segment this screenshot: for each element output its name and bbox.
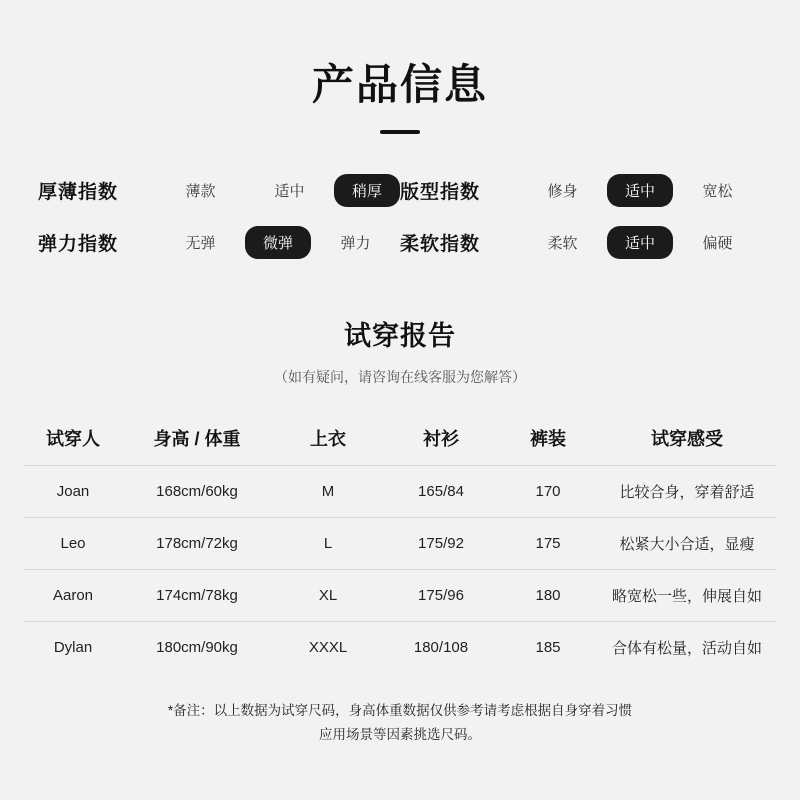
cell-person: Dylan [24,622,122,674]
cell-height-weight: 178cm/72kg [122,518,272,570]
table-row [24,570,776,622]
index-option-medium[interactable]: 适中 [274,182,305,200]
index-group-elasticity [38,226,400,259]
cell-height-weight: 174cm/78kg [122,570,272,622]
cell-shirt: 180/108 [384,622,498,674]
index-options-elasticity [156,226,400,259]
index-option-slim[interactable]: 修身 [547,182,578,200]
index-options-softness [518,226,762,259]
index-label-softness: 柔软指数 [400,233,481,255]
cell-pants: 185 [498,622,598,674]
index-option-firm[interactable]: 偏硬 [702,234,733,252]
footnote-line-2: 应用场景等因素挑选尺码。 [319,727,481,742]
cell-top: XXXL [272,622,384,674]
index-block [0,164,800,268]
page-title: 产品信息 [311,61,488,108]
index-row-1 [38,164,762,216]
index-option-loose[interactable]: 宽松 [702,182,733,200]
cell-shirt: 175/92 [384,518,498,570]
cell-pants: 175 [498,518,598,570]
index-options-thickness [156,174,400,207]
index-option-soft[interactable]: 柔软 [547,234,578,252]
cell-person: Leo [24,518,122,570]
column-header-top: 上衣 [310,429,346,449]
cell-pants: 170 [498,466,598,518]
index-option-regular[interactable]: 适中 [607,174,673,207]
index-option-thin[interactable]: 薄款 [185,182,216,200]
index-option-slight-stretch[interactable]: 微弹 [245,226,311,259]
cell-top: M [272,466,384,518]
column-header-feel: 试穿感受 [651,429,723,449]
fit-report-subtitle: （如有疑问，请咨询在线客服为您解答） [274,369,526,385]
cell-person: Aaron [24,570,122,622]
index-group-softness [400,226,762,259]
column-header-person: 试穿人 [46,429,100,449]
cell-top: XL [272,570,384,622]
index-options-fit [518,174,762,207]
table-row [24,466,776,518]
cell-pants: 180 [498,570,598,622]
table-header-row [24,413,776,466]
fit-report-table [24,413,776,673]
cell-shirt: 175/96 [384,570,498,622]
index-option-no-stretch[interactable]: 无弹 [185,234,216,252]
cell-feel: 松紧大小合适，显瘦 [598,518,776,570]
column-header-height-weight: 身高 / 体重 [153,429,241,449]
column-header-shirt: 衬衫 [423,429,459,449]
cell-height-weight: 180cm/90kg [122,622,272,674]
footnote [80,699,720,747]
cell-shirt: 165/84 [384,466,498,518]
index-label-fit: 版型指数 [400,181,481,203]
fit-report-title: 试穿报告 [344,321,456,351]
index-group-fit [400,174,762,207]
cell-feel: 比较合身，穿着舒适 [598,466,776,518]
index-row-2 [38,216,762,268]
index-group-thickness [38,174,400,207]
footnote-line-1: *备注：以上数据为试穿尺码，身高体重数据仅供参考请考虑根据自身穿着习惯 [167,703,633,718]
index-option-stretch[interactable]: 弹力 [340,234,371,252]
index-option-thick[interactable]: 稍厚 [334,174,400,207]
title-divider [380,130,420,134]
cell-feel: 略宽松一些，伸展自如 [598,570,776,622]
cell-person: Joan [24,466,122,518]
cell-feel: 合体有松量，活动自如 [598,622,776,674]
cell-height-weight: 168cm/60kg [122,466,272,518]
column-header-pants: 裤装 [530,429,566,449]
index-option-medium-soft[interactable]: 适中 [607,226,673,259]
cell-top: L [272,518,384,570]
index-label-thickness: 厚薄指数 [38,181,119,203]
table-row [24,518,776,570]
table-row [24,622,776,674]
index-label-elasticity: 弹力指数 [38,233,119,255]
